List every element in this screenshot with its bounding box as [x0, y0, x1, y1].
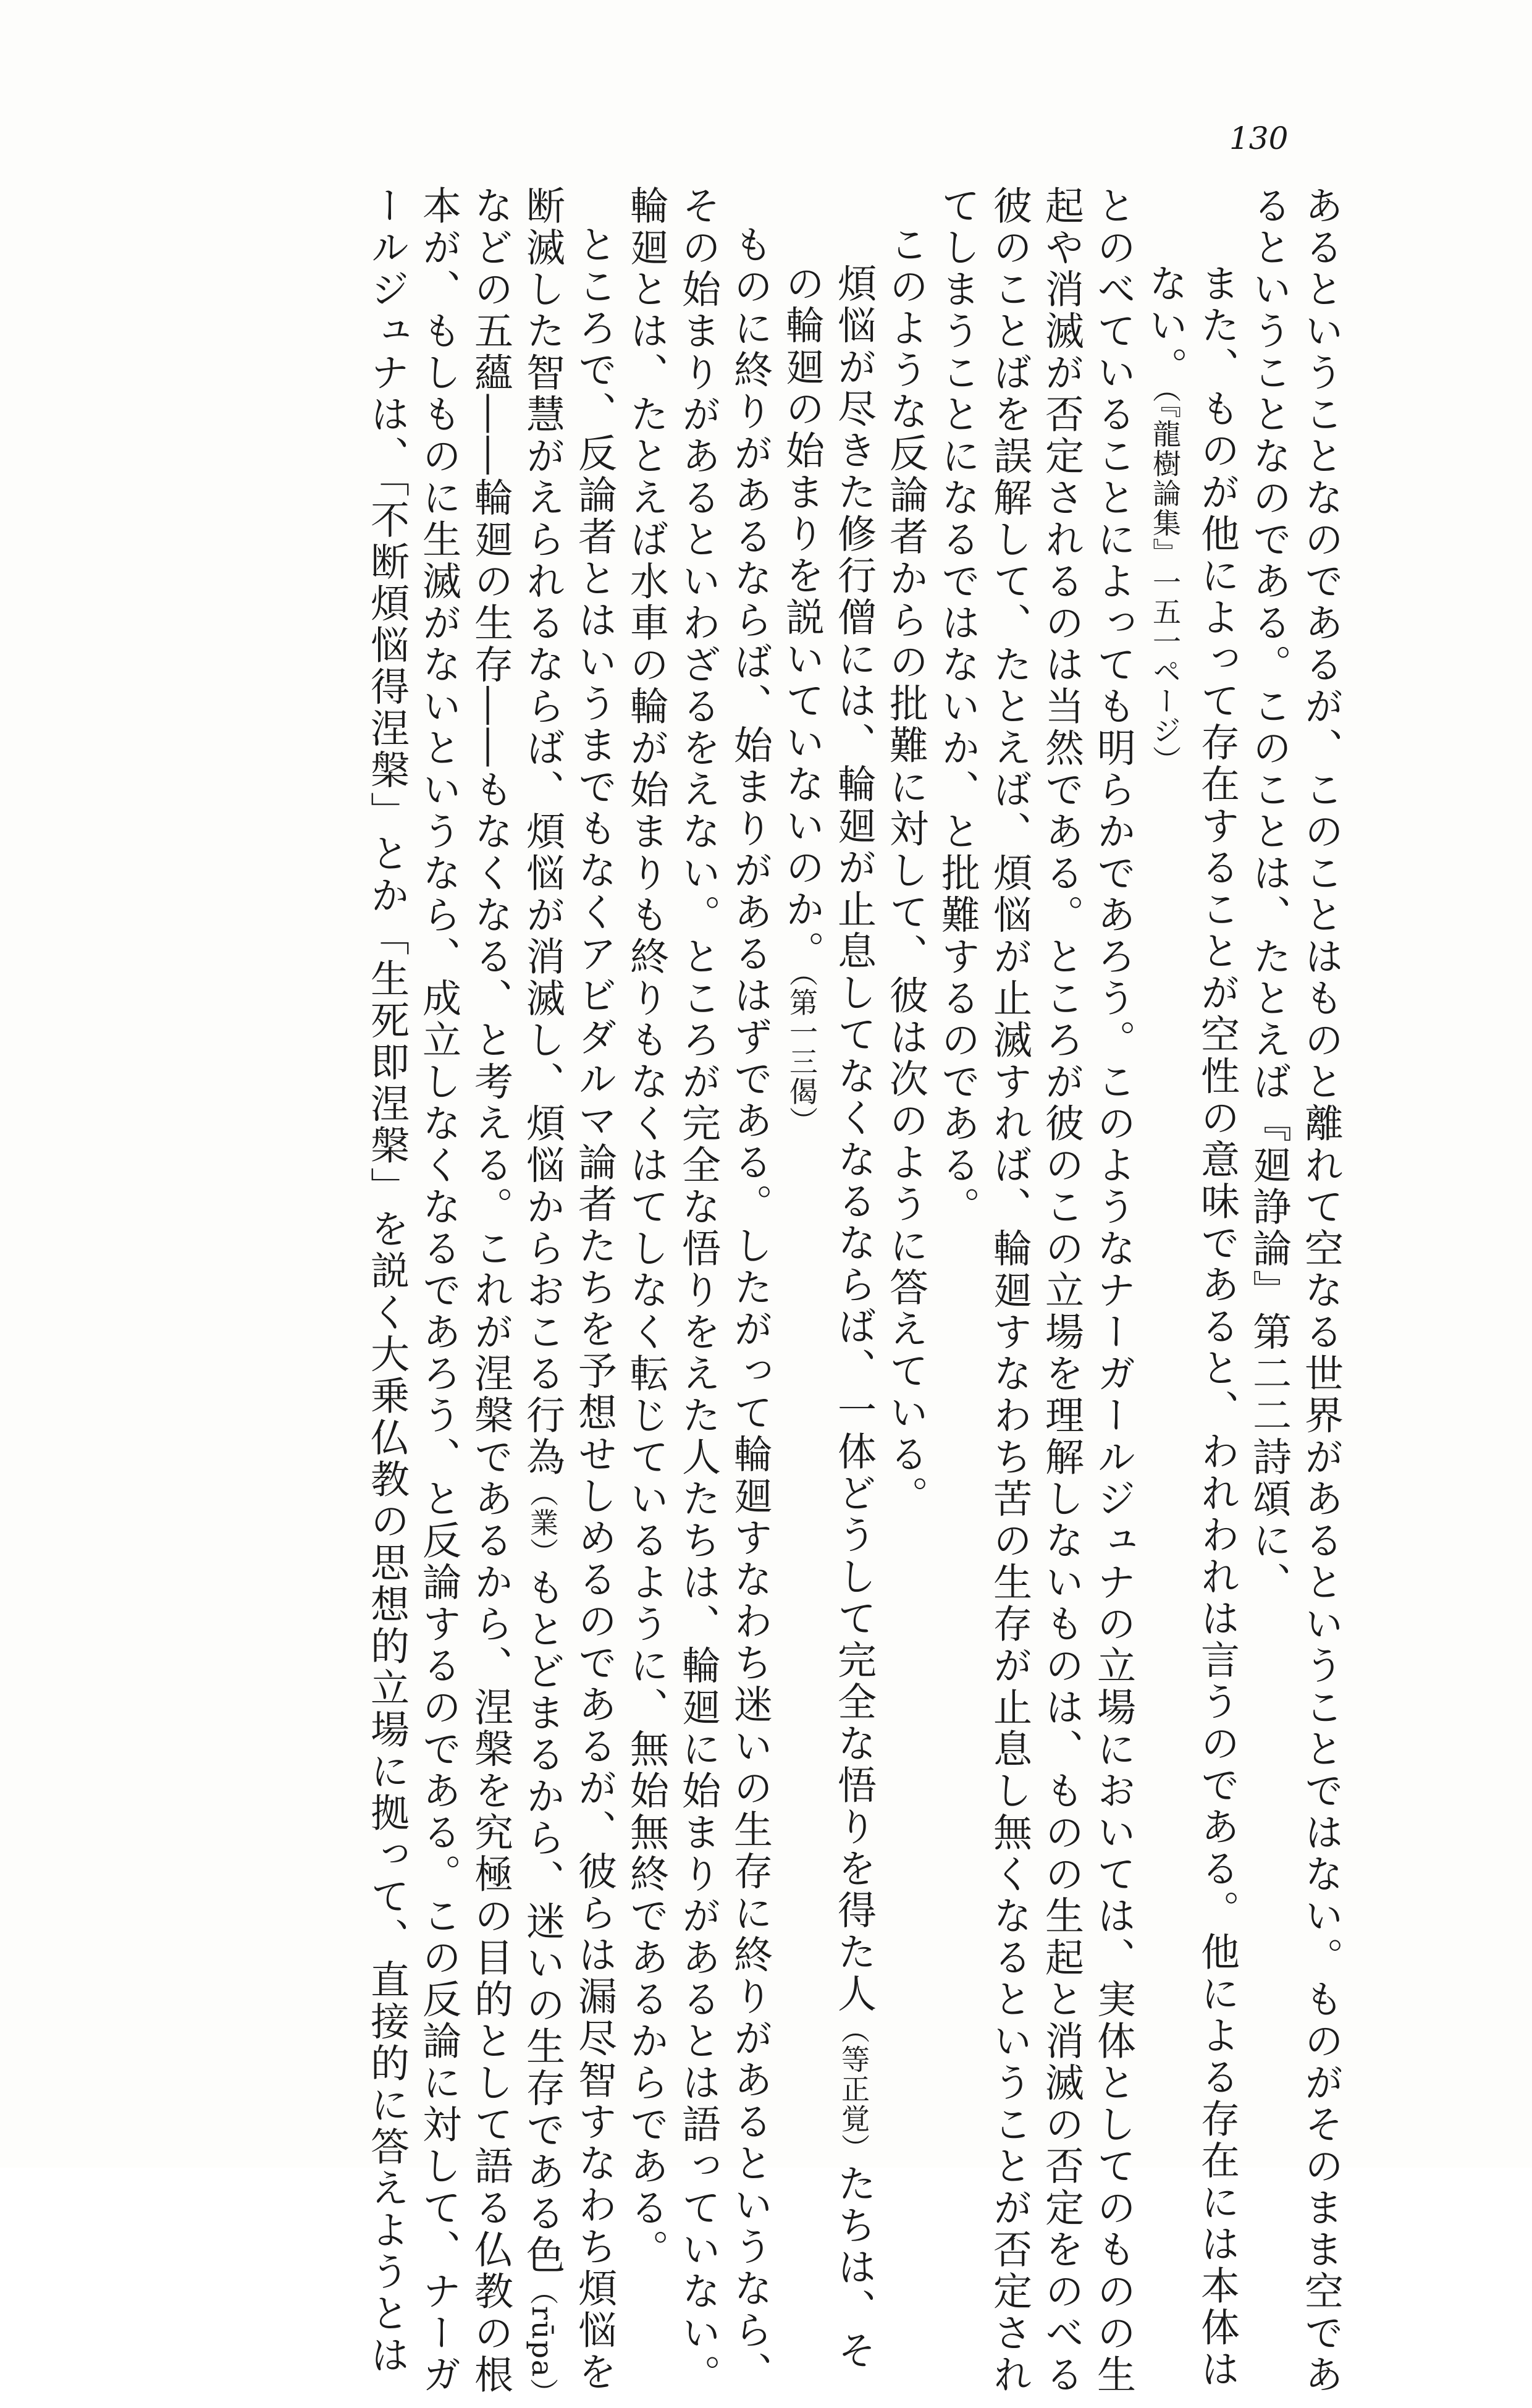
paragraph-start-line: このような反論者からの批難に対して、彼は次のように答えている。: [883, 224, 928, 1518]
text-line: 断滅した智慧がえられるならば、煩悩が消滅し、煩悩からおこる行為（業）もとどまるから、迷いの生存である色（rūpa）: [520, 185, 565, 2408]
gloss-note: （rūpa）: [526, 2276, 559, 2408]
text-line: 輪廻とは、たとえば水車の輪が始まりも終りもなくはてしなく転じているように、無始無終であるからである。: [624, 185, 669, 2271]
text-line: あるということなのであるが、このことはものと離れて空なる世界があるということではない。ものがそのまま空であ: [1298, 185, 1344, 2396]
text-line: るということなのである。このことは、たとえば『廻諍論』第二二詩頌に、: [1247, 185, 1292, 1603]
gloss-note: （業）: [526, 1478, 559, 1568]
quoted-verse-line: 煩悩が尽きた修行僧には、輪廻が止息してなくなるならば、一体どうして完全な悟りを得た人（等正覚）たちは、そ: [831, 263, 877, 2372]
page-number: 130: [1229, 120, 1289, 156]
citation-note: （第一三偈）: [785, 972, 819, 1136]
citation-note: （『龍樹論集』一五一ページ）: [1148, 388, 1182, 775]
quoted-verse-line: ない。（『龍樹論集』一五一ページ）: [1143, 263, 1188, 775]
text-line: とのべていることによっても明らかであろう。このようなナーガールジュナの立場においては、実体としてのものの生: [1091, 185, 1136, 2396]
paragraph-start-line: ものに終りがあるならば、始まりがあるはずである。したがって輪廻すなわち迷いの生存に終りがあるというなら、: [728, 224, 773, 2393]
text-line: 彼のことばを誤解して、たとえば、煩悩が止滅すれば、輪廻すなわち苦の生存が止息し無くなるということが否定され: [987, 185, 1032, 2396]
vertical-text-body: [361, 185, 1347, 2408]
text-line: などの五蘊――輪廻の生存――もなくなる、と考える。これが涅槃であるから、涅槃を究極の目的として語る仏教の根: [468, 185, 513, 2396]
text-line: 本が、もしものに生滅がないというなら、成立しなくなるであろう、と反論するのである。この反論に対して、ナーガ: [416, 185, 461, 2396]
gloss-note: （等正覚）: [837, 2015, 870, 2163]
text-line: ールジュナは、「不断煩悩得涅槃」とか「生死即涅槃」を説く大乗仏教の思想的立場に拠って、直接的に答えようとは: [364, 185, 410, 2376]
quoted-verse-line: の輪廻の始まりを説いていないのか。（第一三偈）: [780, 263, 825, 1136]
text-line: 起や消滅が否定されるのは当然である。ところが彼のこの立場を理解しないものは、ものの生起と消滅の否定をのべる: [1039, 185, 1084, 2396]
quoted-verse-line: また、ものが他によって存在することが空性の意味であると、われわれは言うのである。他による存在には本体は: [1195, 263, 1240, 2391]
paragraph-start-line: ところで、反論者とはいうまでもなくアビダルマ論者たちを予想せしめるのであるが、彼らは漏尽智すなわち煩悩を: [572, 224, 617, 2393]
text-line: その始まりがあるといわざるをえない。ところが完全な悟りをえた人たちは、輪廻に始まりがあるとは語っていない。: [676, 185, 721, 2396]
text-line: てしまうことになるではないか、と批難するのである。: [935, 185, 980, 1228]
